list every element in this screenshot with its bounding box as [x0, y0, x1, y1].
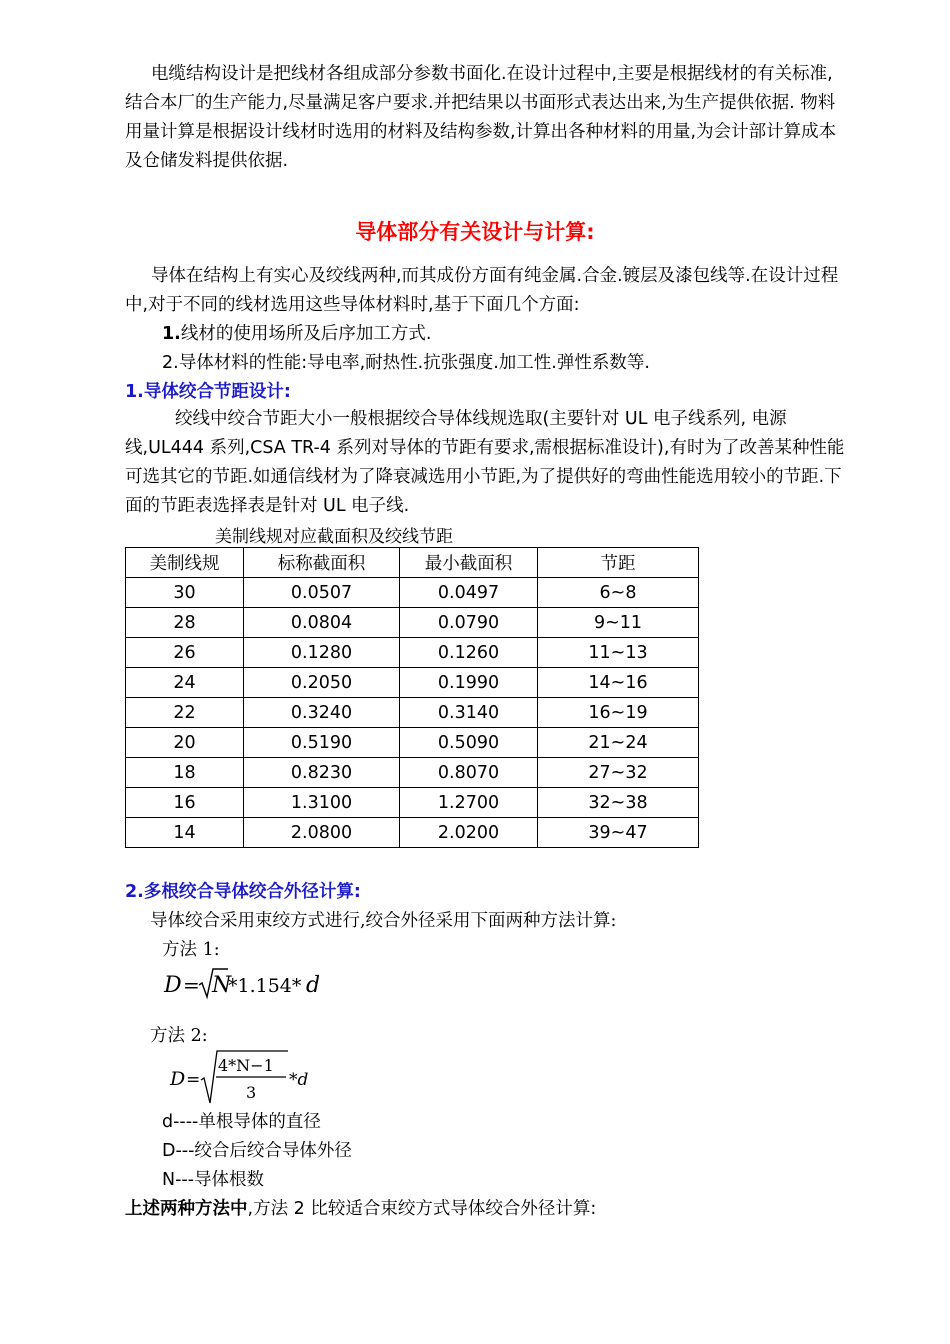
- list-item-1-text: 线材的使用场所及后序加工方式.: [180, 324, 432, 344]
- cell-awg: 24: [126, 668, 244, 698]
- cell-pitch: 27~32: [538, 758, 699, 788]
- table-row: [126, 788, 699, 818]
- cell-awg: 20: [126, 728, 244, 758]
- list-item-2: 2.导体材料的性能:导电率,耐热性.抗张强度.加工性.弹性系数等.: [162, 353, 650, 373]
- formula2-eq: =: [186, 1070, 201, 1090]
- intro-paragraph: 电缆结构设计是把线材各组成部分参数书面化.在设计过程中,主要是根据线材的有关标准,结合本厂的生产能力,尽量满足客户要求.并把结果以书面形式表达出来,为生产提供依据. 物料用量计算是根据设计线材时选用的材料及结构参数,计算出各种材料的用量,为会计部计算成本及仓储发料提供依据.: [125, 64, 837, 171]
- cell-min-area: 0.8070: [400, 758, 538, 788]
- header-min-area: 最小截面积: [400, 548, 538, 578]
- cell-pitch: 39~47: [538, 818, 699, 848]
- heading-pitch-design: 1.导体绞合节距设计:: [125, 382, 291, 402]
- cell-pitch: 9~11: [538, 608, 699, 638]
- formula-method-1: [160, 964, 340, 1004]
- method-2-label: 方法 2:: [150, 1026, 208, 1046]
- formula1-d: d: [306, 973, 321, 998]
- cell-pitch: 16~19: [538, 698, 699, 728]
- cell-pitch: 6~8: [538, 578, 699, 608]
- table-row: [126, 818, 699, 848]
- cell-min-area: 0.0790: [400, 608, 538, 638]
- table-row: [126, 728, 699, 758]
- variable-d: d----单根导体的直径: [162, 1112, 321, 1132]
- cell-pitch: 11~13: [538, 638, 699, 668]
- cell-nominal-area: 2.0800: [244, 818, 400, 848]
- formula1-radicand: N: [212, 973, 232, 998]
- conclusion-rest: ,方法 2 比较适合束绞方式导体绞合外径计算:: [247, 1199, 597, 1219]
- formula2-numerator: 4*N−1: [218, 1056, 274, 1075]
- cell-pitch: 21~24: [538, 728, 699, 758]
- formula-method-2: [168, 1046, 328, 1108]
- cell-awg: 28: [126, 608, 244, 638]
- table-header-row: [126, 548, 699, 578]
- cell-min-area: 0.1990: [400, 668, 538, 698]
- cell-nominal-area: 0.5190: [244, 728, 400, 758]
- header-awg: 美制线规: [126, 548, 244, 578]
- table-row: [126, 608, 699, 638]
- conclusion: [125, 1195, 596, 1220]
- heading-outer-diameter: 2.多根绞合导体绞合外径计算:: [125, 882, 361, 902]
- cell-awg: 18: [126, 758, 244, 788]
- cell-min-area: 0.0497: [400, 578, 538, 608]
- cell-nominal-area: 0.8230: [244, 758, 400, 788]
- cell-awg: 14: [126, 818, 244, 848]
- table-caption: 美制线规对应截面积及绞线节距: [215, 527, 453, 547]
- formula2-denominator: 3: [246, 1083, 257, 1102]
- method-1-label: 方法 1:: [162, 940, 220, 960]
- table-row: [126, 668, 699, 698]
- section-title: 导体部分有关设计与计算:: [355, 220, 595, 244]
- conductor-intro-paragraph: 导体在结构上有实心及绞线两种,而其成份方面有纯金属.合金.镀层及漆包线等.在设计过程中,对于不同的线材选用这些导体材料时,基于下面几个方面:: [125, 266, 839, 315]
- pitch-paragraph: 绞线中绞合节距大小一般根据绞合导体线规选取(主要针对 UL 电子线系列, 电源线,UL444 系列,CSA TR-4 系列对导体的节距有要求,需根据标准设计),有时为了改善某种性能可选其它的节距.如通信线材为了降衰减选用小节距,为了提供好的弯曲性能选用较小的节距.下面的节距表选择表是针对 UL 电子线.: [125, 409, 845, 516]
- table-row: [126, 638, 699, 668]
- formula1-rest: *1.154*: [228, 975, 302, 997]
- variable-D: D---绞合后绞合导体外径: [162, 1141, 352, 1161]
- cell-awg: 22: [126, 698, 244, 728]
- cell-min-area: 0.1260: [400, 638, 538, 668]
- cell-nominal-area: 0.3240: [244, 698, 400, 728]
- formula2-lhs: D: [170, 1068, 186, 1090]
- cell-min-area: 0.3140: [400, 698, 538, 728]
- cell-pitch: 14~16: [538, 668, 699, 698]
- table-row: [126, 578, 699, 608]
- cell-nominal-area: 1.3100: [244, 788, 400, 818]
- cell-min-area: 1.2700: [400, 788, 538, 818]
- table-row: [126, 758, 699, 788]
- cell-pitch: 32~38: [538, 788, 699, 818]
- variable-N: N---导体根数: [162, 1170, 265, 1190]
- cell-nominal-area: 0.0507: [244, 578, 400, 608]
- header-pitch: 节距: [538, 548, 699, 578]
- list-item-1-number: 1.: [162, 324, 181, 344]
- method-intro: 导体绞合采用束绞方式进行,绞合外径采用下面两种方法计算:: [150, 911, 617, 931]
- cell-min-area: 2.0200: [400, 818, 538, 848]
- cell-min-area: 0.5090: [400, 728, 538, 758]
- pitch-table: [125, 547, 699, 848]
- cell-nominal-area: 0.2050: [244, 668, 400, 698]
- cell-awg: 30: [126, 578, 244, 608]
- formula1-eq: =: [183, 973, 200, 997]
- cell-awg: 16: [126, 788, 244, 818]
- conclusion-bold: 上述两种方法中: [125, 1199, 248, 1219]
- table-body: [126, 578, 699, 848]
- formula2-rest: *d: [289, 1070, 309, 1090]
- cell-awg: 26: [126, 638, 244, 668]
- list-item-1: [162, 320, 431, 345]
- cell-nominal-area: 0.1280: [244, 638, 400, 668]
- table-row: [126, 698, 699, 728]
- cell-nominal-area: 0.0804: [244, 608, 400, 638]
- header-nominal-area: 标称截面积: [244, 548, 400, 578]
- formula1-lhs: D: [164, 973, 182, 998]
